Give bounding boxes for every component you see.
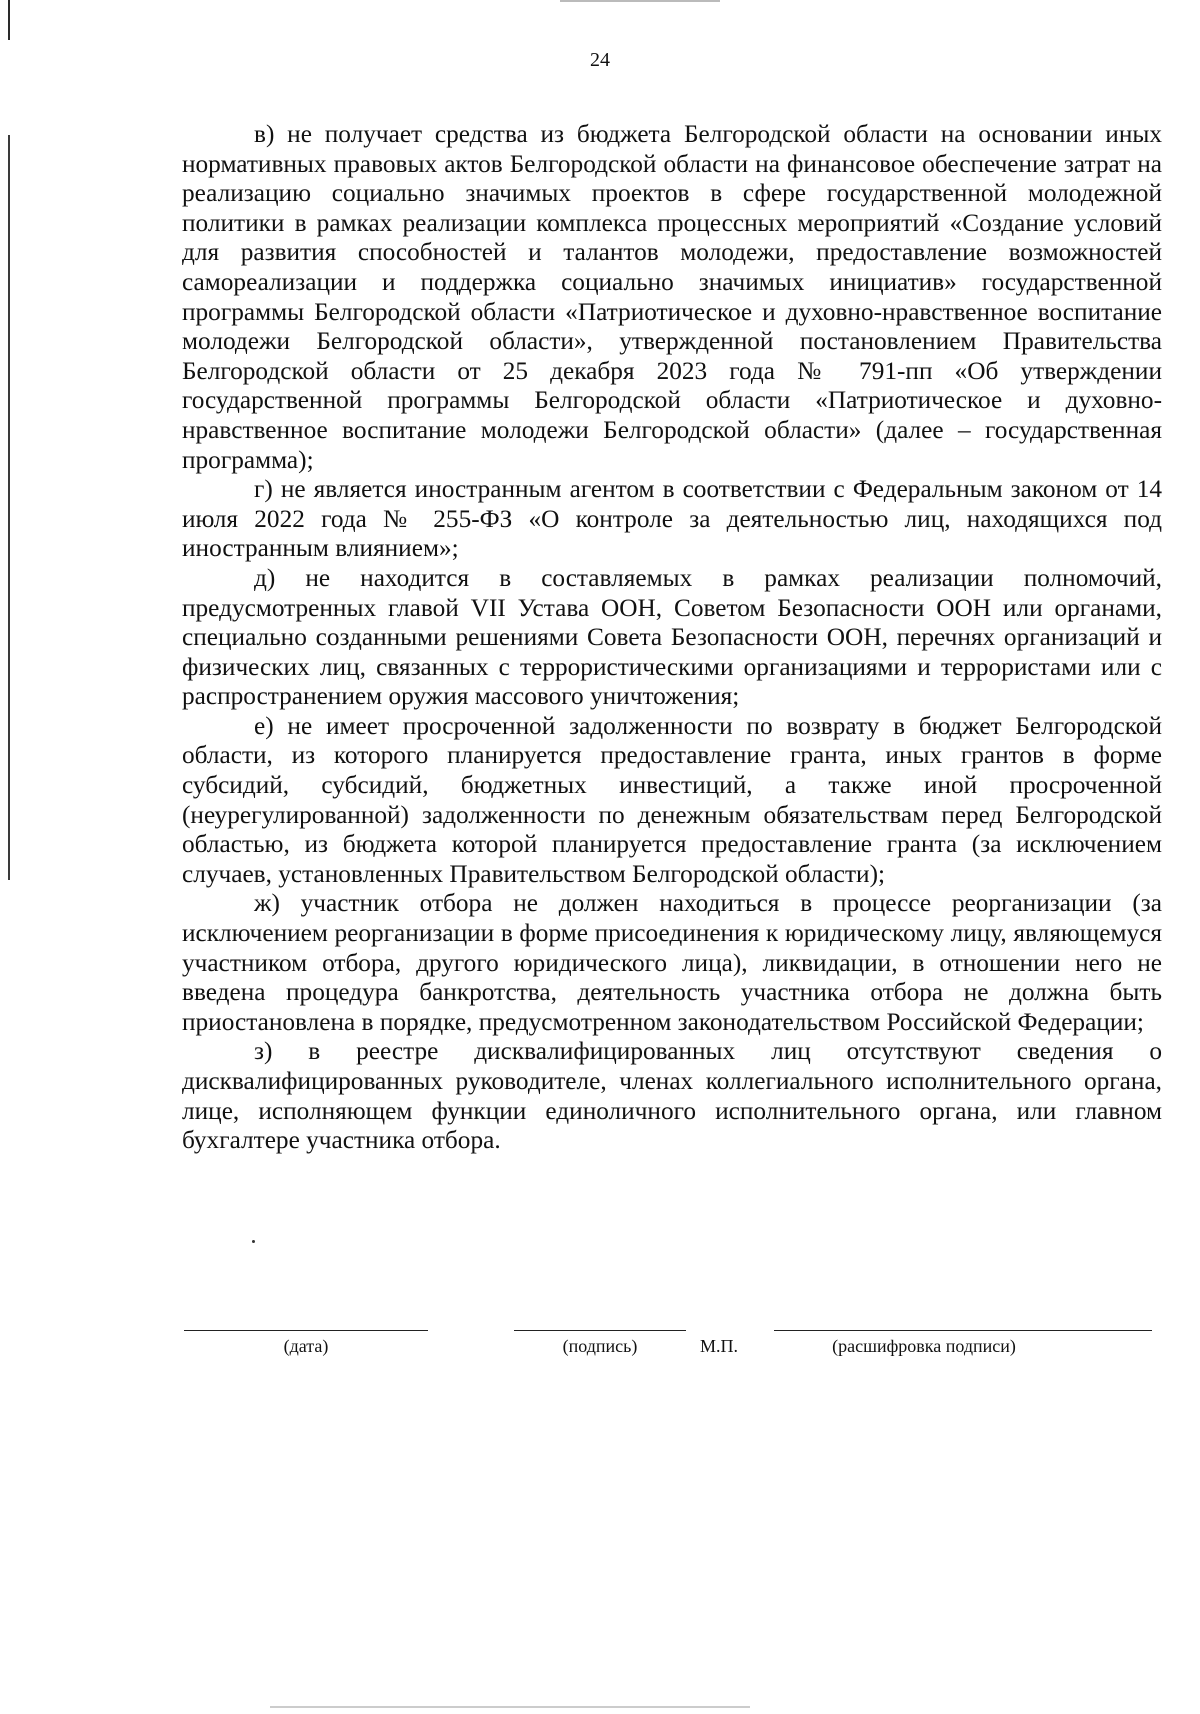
signature-line [514, 1330, 686, 1331]
scan-edge-left [8, 0, 10, 40]
signature-label: (подпись) [562, 1336, 638, 1356]
decoding-line [774, 1330, 1152, 1331]
paragraph-z: з) в реестре дисквалифицированных лиц отсутствуют сведения о дисквалифицированных руководителе, членах коллегиального исполнительного органа, лице, исполняющем функции единоличного исполнительного органа, или главном бухгалтере участника отбора. [182, 1037, 1162, 1155]
paragraph-g: г) не является иностранным агентом в соответствии с Федеральным законом от 14 июля 2022 года № 255-ФЗ «О контроле за деятельностью лиц, находящихся под иностранным влиянием»; [182, 475, 1162, 563]
scan-edge-bottom [270, 1706, 750, 1708]
date-label: (дата) [283, 1336, 329, 1356]
date-line [184, 1330, 428, 1331]
paragraph-v: в) не получает средства из бюджета Белгородской области на основании иных нормативных правовых актов Белгородской области на финансовое обеспечение затрат на реализацию социально значимых проектов в сфере государственной молодежной политики в рамках реализации комплекса процессных мероприятий «Создание условий для развития способностей и талантов молодежи, предоставление возможностей самореализации и поддержка социально значимых инициатив» государственной программы Белгородской области «Патриотическое и духовно-нравственное воспитание молодежи Белгородской области», утвержденной постановлением Правительства Белгородской области от 25 декабря 2023 года № 791-пп «Об утверждении государственной программы Белгородской области «Патриотическое и духовно-нравственное воспитание молодежи Белгородской области» (далее – государственная программа); [182, 120, 1162, 474]
page-number: 24 [590, 49, 610, 71]
scan-edge-left-lower [8, 135, 10, 880]
document-body [182, 120, 1162, 1156]
paragraph-zh: ж) участник отбора не должен находиться в процессе реорганизации (за исключением реорганизации в форме присоединения к юридическому лицу, являющемуся участником отбора, другого юридического лица), ликвидации, в отношении него не введена процедура банкротства, деятельность участника отбора не должна быть приостановлена в порядке, предусмотренном законодательством Российской Федерации; [182, 889, 1162, 1036]
stamp-label: М.П. [700, 1336, 739, 1356]
stray-dot [252, 1240, 255, 1243]
decoding-label: (расшифровка подписи) [832, 1336, 1016, 1356]
paragraph-d: д) не находится в составляемых в рамках реализации полномочий, предусмотренных главой VII Устава ООН, Советом Безопасности ООН или органами, специально созданными решениями Совета Безопасности ООН, перечнях организаций и физических лиц, связанных с террористическими организациями и террористами или с распространением оружия массового уничтожения; [182, 563, 1162, 711]
scan-edge-top [560, 0, 720, 2]
paragraph-e: е) не имеет просроченной задолженности по возврату в бюджет Белгородской области, из которого планируется предоставление гранта, иных грантов в форме субсидий, субсидий, бюджетных инвестиций, а также иной просроченной (неурегулированной) задолженности по денежным обязательствам перед Белгородской областью, из бюджета которой планируется предоставление гранта (за исключением случаев, установленных Правительством Белгородской области); [182, 711, 1162, 888]
